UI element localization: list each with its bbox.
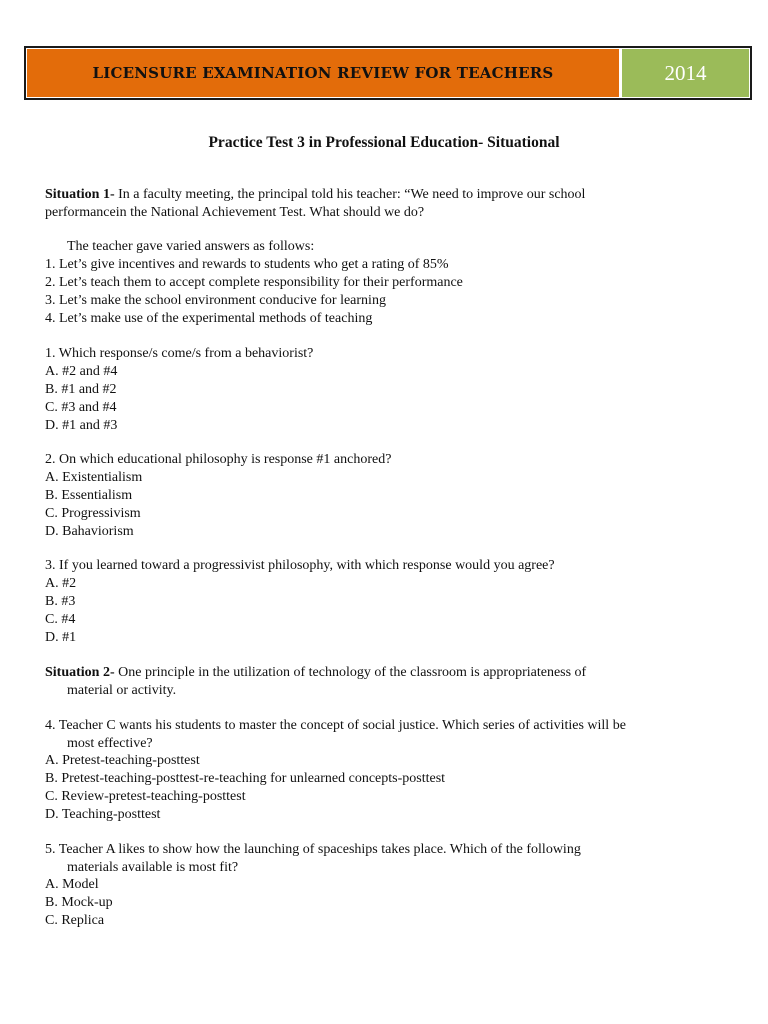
response-3: 3. Let’s make the school environment conducive for learning bbox=[45, 293, 386, 308]
situation-1-line-1 bbox=[45, 187, 585, 203]
situation-2-label: Situation 2- bbox=[45, 665, 115, 680]
question-2-option-b: B. Essentialism bbox=[45, 488, 133, 503]
question-3-option-b: B. #3 bbox=[45, 594, 76, 609]
situation-2-line-1 bbox=[45, 665, 586, 681]
header-banner bbox=[24, 46, 752, 100]
question-1-option-b: B. #1 and #2 bbox=[45, 382, 117, 397]
question-3-option-c: C. #4 bbox=[45, 612, 76, 627]
question-5-line-2: materials available is most fit? bbox=[67, 860, 239, 875]
question-5-option-a: A. Model bbox=[45, 877, 99, 892]
banner-title: LICENSURE EXAMINATION REVIEW FOR TEACHERS bbox=[92, 64, 554, 82]
response-1: 1. Let’s give incentives and rewards to students who get a rating of 85% bbox=[45, 257, 449, 272]
situation-2-line-2: material or activity. bbox=[67, 683, 177, 698]
question-5-option-c: C. Replica bbox=[45, 913, 105, 928]
question-3-option-a: A. #2 bbox=[45, 576, 77, 591]
question-1: 1. Which response/s come/s from a behaviorist? bbox=[45, 346, 314, 361]
question-5-option-b: B. Mock-up bbox=[45, 895, 113, 910]
question-4-line-1: 4. Teacher C wants his students to master the concept of social justice. Which series of activities will be bbox=[45, 718, 626, 733]
response-2: 2. Let’s teach them to accept complete responsibility for their performance bbox=[45, 275, 463, 290]
question-4-option-c: C. Review-pretest-teaching-posttest bbox=[45, 789, 246, 804]
question-2-option-c: C. Progressivism bbox=[45, 506, 141, 521]
question-3-option-d: D. #1 bbox=[45, 630, 77, 645]
banner-title-box bbox=[27, 49, 619, 97]
question-1-option-c: C. #3 and #4 bbox=[45, 400, 117, 415]
situation-1-label: Situation 1- bbox=[45, 187, 115, 202]
question-5-line-1: 5. Teacher A likes to show how the launching of spaceships takes place. Which of the following bbox=[45, 842, 581, 857]
situation-2-text: One principle in the utilization of technology of the classroom is appropriateness of bbox=[114, 665, 587, 680]
question-3: 3. If you learned toward a progressivist philosophy, with which response would you agree? bbox=[45, 558, 555, 573]
document-title: Practice Test 3 in Professional Education- Situational bbox=[208, 134, 560, 151]
question-4-line-2: most effective? bbox=[67, 736, 153, 751]
situation-1-intro: The teacher gave varied answers as follows: bbox=[67, 239, 315, 254]
question-4-option-d: D. Teaching-posttest bbox=[45, 807, 161, 822]
situation-1-line-2: performancein the National Achievement Test. What should we do? bbox=[45, 205, 425, 220]
question-1-option-d: D. #1 and #3 bbox=[45, 418, 118, 433]
question-2-option-d: D. Bahaviorism bbox=[45, 524, 134, 539]
question-4-option-a: A. Pretest-teaching-posttest bbox=[45, 753, 200, 768]
banner-year-box bbox=[622, 49, 749, 97]
situation-1-text: In a faculty meeting, the principal told his teacher: “We need to improve our school bbox=[114, 187, 586, 202]
question-2-option-a: A. Existentialism bbox=[45, 470, 143, 485]
question-1-option-a: A. #2 and #4 bbox=[45, 364, 118, 379]
question-4-option-b: B. Pretest-teaching-posttest-re-teaching for unlearned concepts-posttest bbox=[45, 771, 446, 786]
question-2: 2. On which educational philosophy is response #1 anchored? bbox=[45, 452, 392, 467]
response-4: 4. Let’s make use of the experimental methods of teaching bbox=[45, 311, 373, 326]
banner-year: 2014 bbox=[664, 60, 707, 85]
